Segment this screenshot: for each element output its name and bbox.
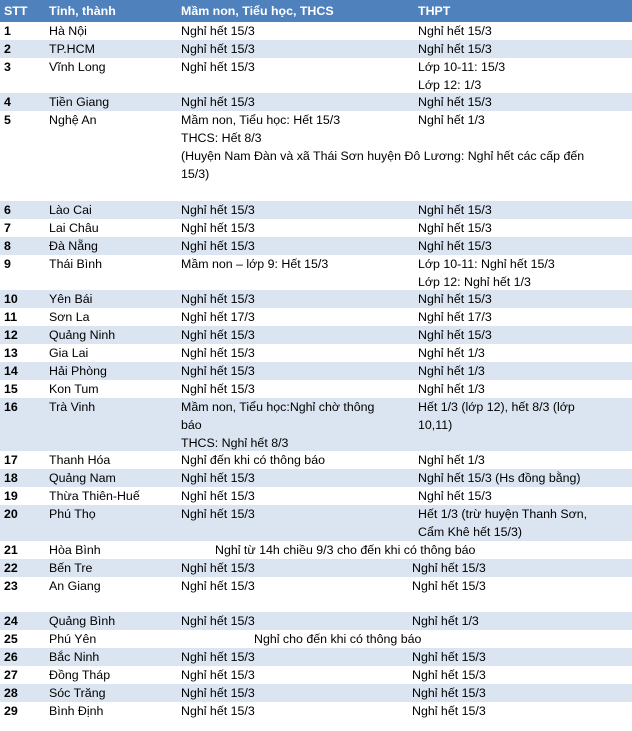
upper-secondary-cell-line: Nghỉ hết 15/3 — [418, 24, 492, 38]
upper-secondary-cell — [418, 308, 628, 326]
table-row — [0, 344, 632, 362]
province-name: Thừa Thiên-Huế — [49, 489, 140, 503]
upper-secondary-cell-line: Nghỉ hết 15/3 — [418, 95, 492, 109]
table-row — [0, 398, 632, 451]
upper-secondary-cell — [412, 559, 628, 577]
row-number: 11 — [4, 310, 18, 324]
upper-secondary-cell — [418, 255, 628, 290]
lower-levels-cell — [181, 469, 413, 487]
lower-levels-cell — [181, 666, 407, 684]
upper-secondary-cell-line: Nghỉ hết 1/3 — [418, 346, 485, 360]
lower-levels-cell-line: Nghỉ hết 15/3 — [181, 42, 255, 56]
row-number: 17 — [4, 453, 18, 467]
province-name: Sơn La — [49, 310, 90, 324]
upper-secondary-cell-line: Nghỉ hết 15/3 — [412, 686, 486, 700]
header-lower-levels: Mầm non, Tiểu học, THCS — [181, 4, 334, 18]
lower-levels-cell-line: Nghỉ hết 15/3 — [181, 24, 255, 38]
province-name: Hải Phòng — [49, 364, 107, 378]
upper-secondary-cell-line: Nghỉ hết 15/3 — [412, 561, 486, 575]
row-number: 14 — [4, 364, 18, 378]
upper-secondary-cell-line: Lớp 12: Nghỉ hết 1/3 — [418, 275, 531, 289]
province-name: Đồng Tháp — [49, 668, 111, 682]
upper-secondary-cell — [418, 487, 628, 505]
upper-secondary-cell — [412, 684, 628, 702]
lower-levels-cell-line: Nghỉ hết 15/3 — [181, 328, 255, 342]
upper-secondary-cell-line: Nghỉ hết 15/3 — [412, 668, 486, 682]
row-number: 20 — [4, 507, 18, 521]
upper-secondary-cell — [418, 58, 628, 93]
upper-secondary-cell — [418, 469, 628, 487]
upper-secondary-cell — [412, 577, 628, 595]
upper-secondary-cell-line: Lớp 10-11: Nghỉ hết 15/3 — [418, 257, 555, 271]
lower-levels-cell-line: THCS: Nghỉ hết 8/3 — [181, 436, 289, 450]
lower-levels-cell — [181, 505, 413, 523]
row-number: 25 — [4, 632, 18, 646]
province-name: Gia Lai — [49, 346, 89, 360]
lower-levels-cell — [181, 344, 413, 362]
province-name: Bắc Ninh — [49, 650, 100, 664]
province-name: Yên Bái — [49, 292, 93, 306]
row-number: 15 — [4, 382, 18, 396]
lower-levels-cell — [181, 237, 413, 255]
lower-levels-cell — [181, 702, 407, 720]
upper-secondary-cell — [418, 344, 628, 362]
lower-levels-cell-line: Nghỉ hết 15/3 — [181, 60, 255, 74]
table-row — [0, 702, 632, 720]
lower-levels-cell-line: 15/3) — [181, 167, 210, 181]
table-row — [0, 290, 632, 308]
upper-secondary-cell — [418, 362, 628, 380]
header-stt: STT — [4, 4, 28, 18]
table-row — [0, 612, 632, 630]
province-name: Vĩnh Long — [49, 60, 106, 74]
lower-levels-cell-line: Nghỉ hết 15/3 — [181, 704, 255, 718]
upper-secondary-cell — [412, 648, 628, 666]
lower-levels-cell-line: Nghỉ hết 15/3 — [181, 489, 255, 503]
lower-levels-cell — [181, 362, 413, 380]
lower-levels-cell-line: Nghỉ hết 15/3 — [181, 614, 255, 628]
table-row — [0, 93, 632, 111]
table-row — [0, 362, 632, 380]
upper-secondary-cell — [418, 505, 628, 541]
lower-levels-cell-line: Mầm non, Tiểu học: Hết 15/3 — [181, 113, 341, 127]
upper-secondary-cell-line: Nghỉ hết 15/3 — [418, 203, 492, 217]
header-upper-secondary: THPT — [418, 4, 451, 18]
row-number: 18 — [4, 471, 18, 485]
table-row — [0, 326, 632, 344]
lower-levels-cell-line: Nghỉ hết 15/3 — [181, 346, 255, 360]
upper-secondary-cell — [418, 398, 628, 434]
lower-levels-cell-line: (Huyện Nam Đàn và xã Thái Sơn huyện Đô Lương: Nghỉ hết các cấp đến — [181, 149, 585, 163]
upper-secondary-cell-line: Lớp 12: 1/3 — [418, 78, 482, 92]
table-row — [0, 630, 632, 648]
upper-secondary-cell-line: 10,11) — [418, 418, 453, 432]
row-number: 23 — [4, 579, 18, 593]
province-name: Quảng Ninh — [49, 328, 116, 342]
row-number: 5 — [4, 113, 11, 127]
header-province: Tỉnh, thành — [49, 4, 116, 18]
province-name: Kon Tum — [49, 382, 99, 396]
upper-secondary-cell-line: Nghỉ hết 1/3 — [412, 614, 479, 628]
lower-levels-cell — [181, 612, 407, 630]
province-name: Lai Châu — [49, 221, 99, 235]
table-row — [0, 201, 632, 219]
province-name: Nghệ An — [49, 113, 97, 127]
upper-secondary-cell — [412, 702, 628, 720]
lower-levels-cell-line: Nghỉ hết 15/3 — [181, 203, 255, 217]
upper-secondary-cell-line: Nghỉ hết 15/3 — [418, 221, 492, 235]
lower-levels-cell-line: Nghỉ hết 15/3 — [181, 364, 255, 378]
row-number: 1 — [4, 24, 11, 38]
upper-secondary-cell — [412, 612, 628, 630]
lower-levels-cell-line: Nghỉ hết 15/3 — [181, 507, 255, 521]
province-name: Đà Nẵng — [49, 239, 98, 253]
table-row — [0, 469, 632, 487]
upper-secondary-cell-line: Nghỉ hết 1/3 — [418, 113, 485, 127]
upper-secondary-cell-line: Nghỉ hết 15/3 — [418, 42, 492, 56]
province-name: TP.HCM — [49, 42, 95, 56]
province-name: Quảng Bình — [49, 614, 116, 628]
lower-levels-cell — [181, 40, 413, 58]
upper-secondary-cell-line: Nghỉ hết 15/3 — [418, 489, 492, 503]
lower-levels-cell-line: Mầm non, Tiểu học:Nghỉ chờ thông — [181, 400, 375, 414]
upper-secondary-cell-line: Nghỉ hết 15/3 (Hs đồng bằng) — [418, 471, 581, 485]
table-row — [0, 541, 632, 559]
upper-secondary-cell — [418, 22, 628, 40]
lower-levels-cell-line: Nghỉ hết 15/3 — [181, 292, 255, 306]
table-row — [0, 22, 632, 40]
upper-secondary-cell-line: Nghỉ hết 1/3 — [418, 364, 485, 378]
upper-secondary-cell-line: Nghỉ hết 1/3 — [418, 382, 485, 396]
lower-levels-cell — [181, 326, 413, 344]
lower-levels-cell — [181, 380, 413, 398]
upper-secondary-cell-line: Hết 1/3 (trừ huyện Thanh Sơn, — [418, 507, 588, 521]
province-name: Phú Yên — [49, 632, 97, 646]
upper-secondary-cell — [418, 93, 628, 111]
upper-secondary-cell-line: Nghỉ hết 15/3 — [418, 328, 492, 342]
upper-secondary-cell-line: Nghỉ hết 15/3 — [418, 239, 492, 253]
table-row — [0, 308, 632, 326]
table-row — [0, 111, 632, 201]
table-row — [0, 451, 632, 469]
upper-secondary-cell — [418, 201, 628, 219]
upper-secondary-cell — [418, 111, 628, 129]
table-row — [0, 237, 632, 255]
row-number: 3 — [4, 60, 11, 74]
lower-levels-cell — [181, 93, 413, 111]
upper-secondary-cell — [418, 326, 628, 344]
lower-levels-cell-line: Nghỉ hết 15/3 — [181, 650, 255, 664]
lower-levels-cell-line: Nghỉ đến khi có thông báo — [181, 453, 325, 467]
lower-levels-cell-line: Nghỉ hết 15/3 — [181, 239, 255, 253]
row-number: 4 — [4, 95, 11, 109]
lower-levels-cell-line: Nghỉ hết 15/3 — [181, 471, 255, 485]
province-name: Quảng Nam — [49, 471, 116, 485]
upper-secondary-cell-line: Nghỉ hết 15/3 — [418, 292, 492, 306]
table-row — [0, 487, 632, 505]
table-header — [0, 0, 632, 22]
row-number: 13 — [4, 346, 18, 360]
province-name: Hà Nội — [49, 24, 87, 38]
row-number: 28 — [4, 686, 18, 700]
upper-secondary-cell-line: Nghỉ hết 15/3 — [412, 650, 486, 664]
upper-secondary-cell — [418, 290, 628, 308]
lower-levels-cell-line: Nghỉ hết 15/3 — [181, 686, 255, 700]
province-name: Lào Cai — [49, 203, 92, 217]
row-number: 19 — [4, 489, 18, 503]
upper-secondary-cell-line: Nghỉ hết 17/3 — [418, 310, 492, 324]
lower-levels-cell — [181, 201, 413, 219]
province-name: Thanh Hóa — [49, 453, 111, 467]
upper-secondary-cell — [418, 237, 628, 255]
table-row — [0, 255, 632, 290]
table-row — [0, 559, 632, 577]
lower-levels-cell-line: Nghỉ hết 15/3 — [181, 382, 255, 396]
province-name: Trà Vinh — [49, 400, 96, 414]
lower-levels-cell — [181, 308, 413, 326]
row-number: 7 — [4, 221, 11, 235]
table-row — [0, 666, 632, 684]
lower-levels-cell-line: Nghỉ hết 15/3 — [181, 221, 255, 235]
row-number: 9 — [4, 257, 11, 271]
row-number: 16 — [4, 400, 18, 414]
table-row — [0, 684, 632, 702]
row-number: 10 — [4, 292, 18, 306]
row-number: 2 — [4, 42, 11, 56]
upper-secondary-cell-line: Lớp 10-11: 15/3 — [418, 60, 506, 74]
table-row — [0, 577, 632, 612]
table-row — [0, 648, 632, 666]
lower-levels-cell-line: Mầm non – lớp 9: Hết 15/3 — [181, 257, 329, 271]
upper-secondary-cell-line: Nghỉ hết 15/3 — [412, 704, 486, 718]
upper-secondary-cell-line: Nghỉ hết 15/3 — [412, 579, 486, 593]
merged-closure-note: Nghỉ từ 14h chiều 9/3 cho đến khi có thông báo — [215, 543, 476, 557]
lower-levels-cell — [181, 219, 413, 237]
lower-levels-cell — [181, 559, 407, 577]
lower-levels-cell-line: THCS: Hết 8/3 — [181, 131, 262, 145]
upper-secondary-cell-line: Nghỉ hết 1/3 — [418, 453, 485, 467]
province-name: Bình Định — [49, 704, 104, 718]
table-row — [0, 58, 632, 93]
province-name: Sóc Trăng — [49, 686, 106, 700]
row-number: 29 — [4, 704, 18, 718]
lower-levels-cell — [181, 684, 407, 702]
table-row — [0, 40, 632, 58]
lower-levels-cell-line: Nghỉ hết 17/3 — [181, 310, 255, 324]
lower-levels-cell-line: Nghỉ hết 15/3 — [181, 561, 255, 575]
province-name: Bến Tre — [49, 561, 93, 575]
upper-secondary-cell — [418, 40, 628, 58]
row-number: 8 — [4, 239, 11, 253]
upper-secondary-cell — [418, 219, 628, 237]
row-number: 22 — [4, 561, 18, 575]
lower-levels-cell-line: Nghỉ hết 15/3 — [181, 668, 255, 682]
row-number: 27 — [4, 668, 18, 682]
lower-levels-cell — [181, 487, 413, 505]
upper-secondary-cell — [418, 451, 628, 469]
lower-levels-cell — [181, 398, 413, 451]
row-number: 24 — [4, 614, 18, 628]
table-row — [0, 380, 632, 398]
lower-levels-cell — [181, 255, 413, 273]
row-number: 21 — [4, 543, 18, 557]
lower-levels-cell — [181, 22, 413, 40]
lower-levels-cell — [181, 648, 407, 666]
province-name: Phú Thọ — [49, 507, 96, 521]
merged-closure-note: Nghỉ cho đến khi có thông báo — [254, 632, 422, 646]
row-number: 6 — [4, 203, 11, 217]
lower-levels-cell — [181, 451, 413, 469]
table-row — [0, 219, 632, 237]
lower-levels-cell — [181, 290, 413, 308]
upper-secondary-cell-line: Hết 1/3 (lớp 12), hết 8/3 (lớp — [418, 400, 575, 414]
province-name: An Giang — [49, 579, 101, 593]
lower-levels-cell-line: báo — [181, 418, 202, 432]
upper-secondary-cell — [412, 666, 628, 684]
row-number: 12 — [4, 328, 18, 342]
lower-levels-cell — [181, 58, 413, 76]
row-number: 26 — [4, 650, 18, 664]
upper-secondary-cell-line: Cẩm Khê hết 15/3) — [418, 525, 523, 539]
lower-levels-cell-line: Nghỉ hết 15/3 — [181, 95, 255, 109]
lower-levels-cell — [181, 577, 407, 595]
upper-secondary-cell — [418, 380, 628, 398]
province-name: Tiền Giang — [49, 95, 110, 109]
lower-levels-cell-line: Nghỉ hết 15/3 — [181, 579, 255, 593]
table-row — [0, 505, 632, 541]
province-name: Thái Bình — [49, 257, 103, 271]
province-name: Hòa Bình — [49, 543, 101, 557]
